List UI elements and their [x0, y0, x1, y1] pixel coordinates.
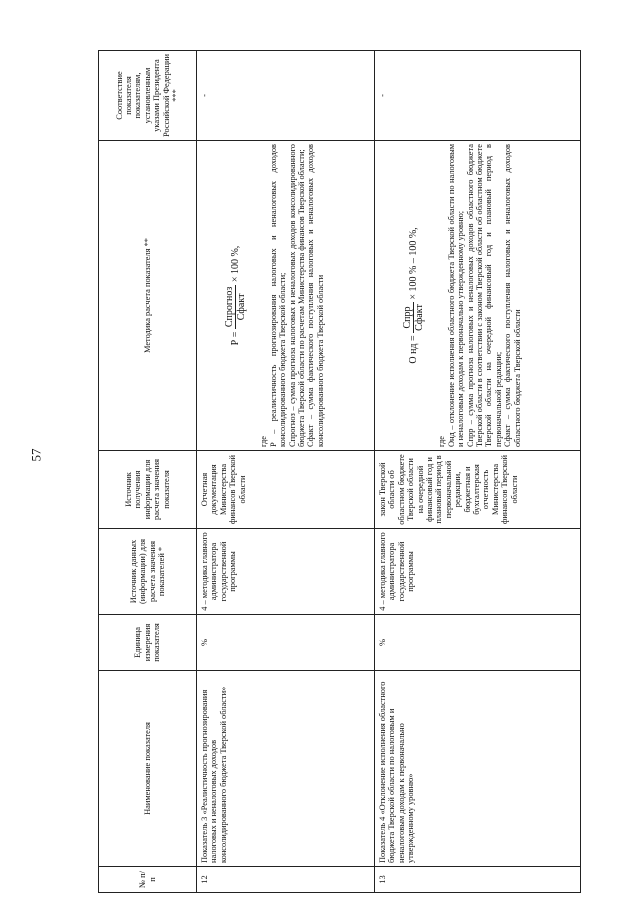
formula: О нд = Спрр Сфакт × 100 % – 100 %, [402, 227, 426, 364]
header-source-get: Источник получения информации для расчета значения показателя [99, 451, 197, 529]
row-source-get: Отчетная документация Министерства финансов Тверской области [197, 451, 375, 529]
table-row [375, 51, 581, 893]
formula: Р = Спрогноз Сфакт × 100 %, [224, 245, 248, 346]
header-method: Методика расчета показателя ** [99, 141, 197, 451]
method-text: где Р – реалистичность прогнозирования налоговых и неналоговых доходов консолидированного бюджета Тверской области; Спрогноз – сумма прогноза налоговых и неналоговых доходов консолидированного бюджета Тверской области по расчетам Министерства финансов Тверской области; Сфакт – сумма фактического поступления налоговых и неналоговых доходов консолидированного бюджета Тверской области [259, 144, 325, 447]
row-method [375, 141, 581, 451]
table-header-row [99, 51, 197, 893]
table-row [197, 51, 375, 893]
row-num: 13 [375, 867, 581, 893]
row-source-get: закон Тверской области об областном бюджете Тверской области на очередной финансовый год и плановый период в первоначальной редакции, бюджетная и бухгалтерская отчетность Министерства финансов Тверской области [375, 451, 581, 529]
indicators-table [98, 50, 581, 893]
header-compliance: Соответствие показателя показателям, установленным указами Президента Российской Федерации *** [99, 51, 197, 141]
row-source-data: 4 – методика главного администратора государственной программы [375, 529, 581, 615]
row-unit: % [375, 615, 581, 671]
row-source-data: 4 – методика главного администратора государственной программы [197, 529, 375, 615]
fraction: Спрр Сфакт [402, 304, 426, 331]
header-source-data: Источник данных (информации) для расчета значения показателей * [99, 529, 197, 615]
header-name: Наименование показателя [99, 671, 197, 867]
row-compliance: - [375, 51, 581, 141]
row-num: 12 [197, 867, 375, 893]
row-name: Показатель 4 «Отклонение исполнения областного бюджета Тверской области по налоговым и неналоговым доходам к первоначально утвержденному уровню» [375, 671, 581, 867]
row-unit: % [197, 615, 375, 671]
page-number: 57 [28, 448, 44, 462]
row-method [197, 141, 375, 451]
row-compliance: - [197, 51, 375, 141]
row-name: Показатель 3 «Реалистичность прогнозирования налоговых и неналоговых доходов консолидированного бюджета Тверской области» [197, 671, 375, 867]
header-unit: Единица измерения показателя [99, 615, 197, 671]
fraction: Спрогноз Сфакт [224, 286, 248, 328]
method-text: где Онд – отклонение исполнения областного бюджета Тверской области по налоговым и неналоговым доходам к первоначально утвержденному уровню; Спрр – сумма прогноза налоговых и неналоговых доходов областного бюджета Тверской области в соответствии с законом Тверской области об областном бюджете Тверской области на очередной финансовый год и плановый период в первоначальной редакции; Сфакт – сумма фактического поступления налоговых и неналоговых доходов областного бюджета Тверской области [437, 144, 522, 447]
header-num: № п/п [99, 867, 197, 893]
